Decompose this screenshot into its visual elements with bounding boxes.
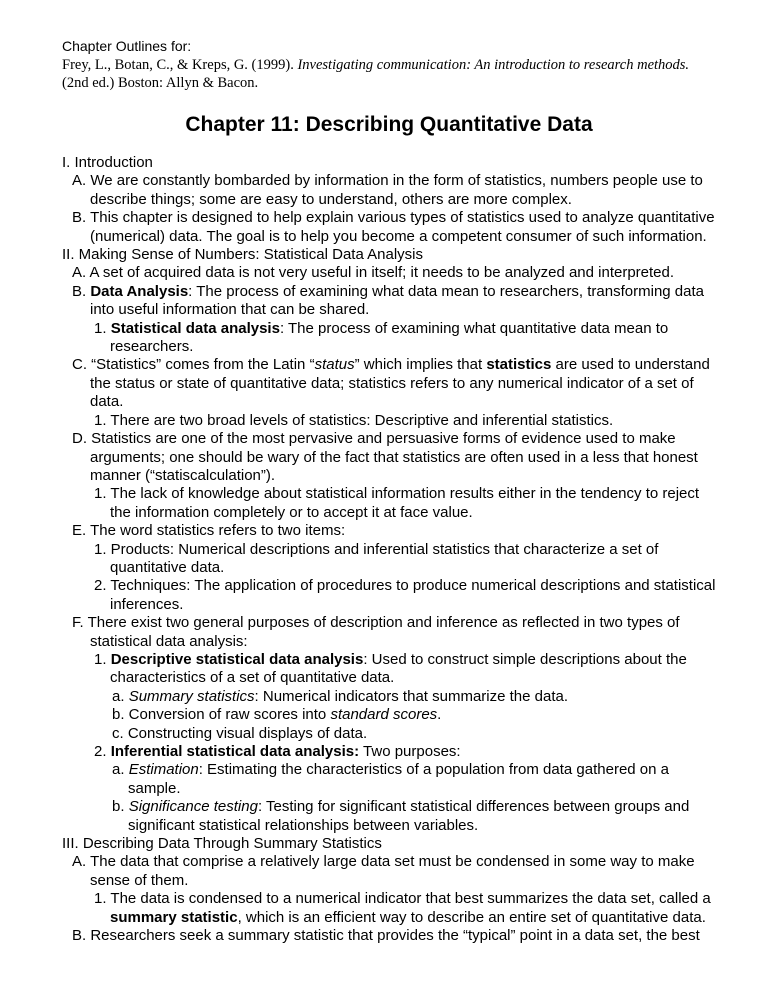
outline-item [62,356,716,411]
italic-term: standard scores [330,706,438,724]
outline-item [62,430,716,485]
outline-item [62,927,716,945]
outline-text: . [437,706,442,724]
outline-text: D. Statistics are one of the most pervasive and persuasive forms of evidence used to make arguments; one should be wary of the fact that statistics are often used in a less that honest manner (“statiscalculation”). [72,430,698,484]
italic-term: Summary statistics [128,687,255,705]
outline-item [62,725,716,743]
outline-item [62,706,716,724]
outline-text: II. Making Sense of Numbers: Statistical Data Analysis [62,246,423,264]
outline-text: , which is an efficient way to describe an entire set of quantitative data. [237,908,706,926]
outline-text: 1. Products: Numerical descriptions and inferential statistics that characterize a set of quantitative data. [94,540,659,576]
outline-item [62,798,716,835]
outline-text: 1. The data is condensed to a numerical indicator that best summarizes the data set, called a [94,890,711,908]
bold-term: Inferential statistical data analysis: [110,743,360,760]
outline-item [62,743,716,761]
outline-item [62,246,716,264]
outline-text: E. The word statistics refers to two items: [72,522,346,540]
outline-item [62,651,716,688]
outline-item [62,541,716,578]
bold-term: statistics [486,356,552,374]
outline-item [62,853,716,890]
outline-text: ” which implies that [354,356,487,374]
outline-item [62,154,716,172]
outline-text: : Testing for significant statistical differences between groups and significant statistical relationships between variables. [128,798,690,834]
outline-text: 2. [94,743,111,760]
outline-text: B. This chapter is designed to help explain various types of statistics used to analyze quantitative (numerical) data. The goal is to help you become a competent consumer of such information. [72,209,715,245]
citation-authors: Frey, L., Botan, C., & Kreps, G. (1999). [62,57,298,73]
outline-item [62,264,716,282]
chapter-outlines-label: Chapter Outlines for: [62,38,192,54]
outline-text: I. Introduction [62,154,153,171]
italic-term: Estimation [128,761,199,779]
outline-item [62,577,716,614]
outline-text: 2. Techniques: The application of procedures to produce numerical descriptions and statistical inferences. [94,577,716,613]
outline-text: : The process of examining what quantitative data mean to researchers. [110,319,669,356]
bold-term: summary statistic [110,908,238,926]
citation-book-title: Investigating communication: An introduction to research methods. [297,57,690,73]
outline-text: Two purposes: [359,743,461,760]
outline-item [62,283,716,320]
bold-term: Descriptive statistical data analysis [110,650,364,668]
outline-text: F. There exist two general purposes of description and inference as reflected in two types of statistical data analysis: [72,614,680,650]
outline-text: 1. [94,650,111,668]
outline-text: : Estimating the characteristics of a population from data gathered on a sample. [128,761,669,797]
outline-text: C. “Statistics” comes from the Latin “ [72,356,315,374]
bold-term: Data Analysis [90,282,189,300]
outline-item [62,890,716,927]
outline-text: III. Describing Data Through Summary Statistics [62,835,382,853]
outline-text: A. A set of acquired data is not very useful in itself; it needs to be analyzed and interpreted. [72,264,675,282]
outline-item [62,412,716,430]
outline-item [62,614,716,651]
outline-item [62,485,716,522]
citation-publisher: (2nd ed.) Boston: Allyn & Bacon. [62,74,259,91]
chapter-title: Chapter 11: Describing Quantitative Data [185,113,593,136]
outline-text: b. Conversion of raw scores into [112,706,331,724]
outline-text: : The process of examining what data mean to researchers, transforming data into useful information that can be shared. [90,282,704,319]
outline-text: : Numerical indicators that summarize the data. [254,687,569,705]
italic-term: Significance testing [128,798,258,816]
outline-item [62,209,716,246]
outline-text: 1. The lack of knowledge about statistical information results either in the tendency to reject the information completely or to accept it at face value. [94,485,700,521]
outline-text: a. [112,761,129,779]
outline-item [62,172,716,209]
citation [62,57,716,92]
bold-term: Statistical data analysis [110,319,280,337]
outline-text: A. The data that comprise a relatively large data set must be condensed in some way to make sense of them. [72,853,695,889]
outline-text: b. [112,798,129,816]
outline-item [62,688,716,706]
outline [62,154,716,945]
outline-item [62,835,716,853]
outline-item [62,761,716,798]
outline-text: c. Constructing visual displays of data. [112,724,368,742]
outline-text: a. [112,687,129,705]
outline-text: 1. [94,319,111,337]
outline-text: : Used to construct simple descriptions about the characteristics of a set of quantitative data. [110,650,687,687]
outline-text: are used to understand the status or state of quantitative data; statistics refers to any numerical indicator of a set of data. [90,356,710,411]
outline-text: A. We are constantly bombarded by information in the form of statistics, numbers people use to describe things; some are easy to understand, others are more complex. [72,172,703,208]
outline-text: B. Researchers seek a summary statistic that provides the “typical” point in a data set, the best [72,927,700,945]
outline-text: B. [72,282,91,300]
outline-text: 1. There are two broad levels of statistics: Descriptive and inferential statistics. [94,411,614,429]
italic-term: status [314,356,355,374]
outline-item [62,320,716,357]
outline-item [62,522,716,540]
